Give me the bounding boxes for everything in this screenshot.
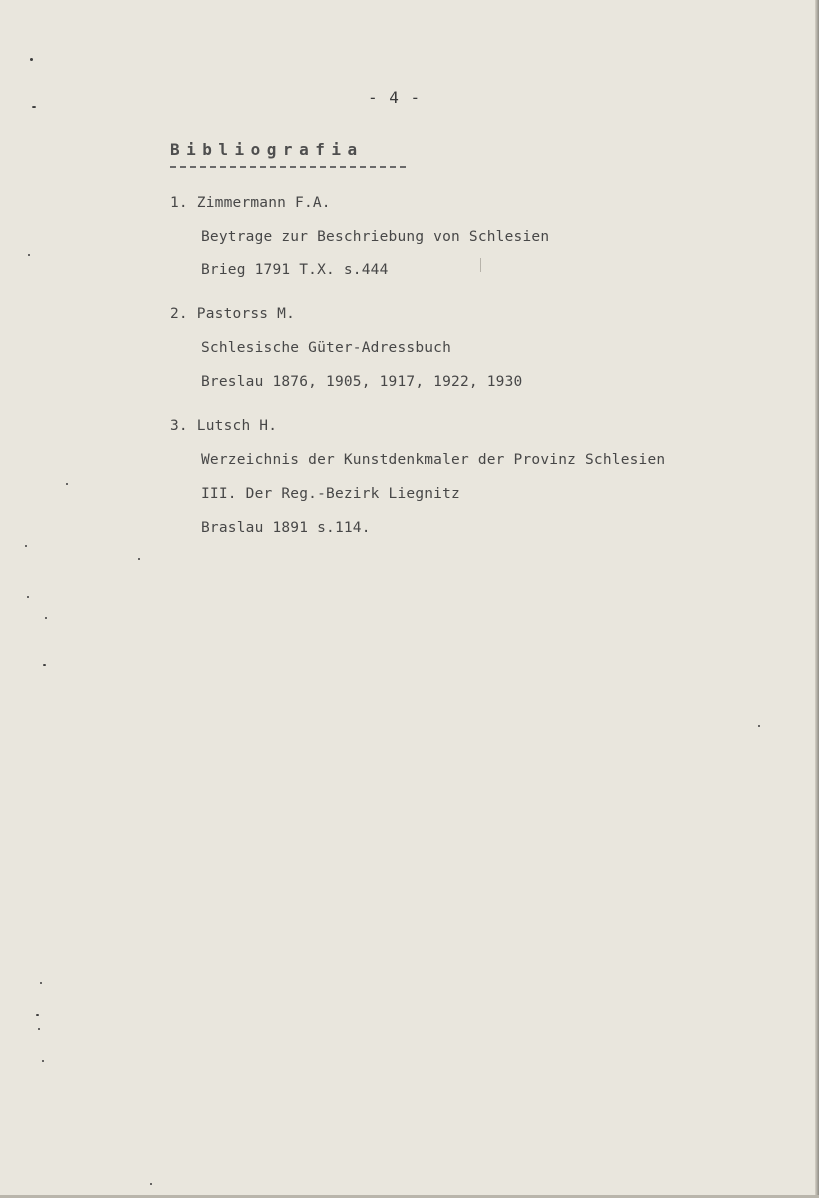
heading-underline xyxy=(170,166,406,168)
scan-speck xyxy=(32,106,36,108)
entry-author: 2. Pastorss M. xyxy=(170,306,296,322)
scan-speck xyxy=(758,725,760,727)
entry-subtitle: III. Der Reg.-Bezirk Liegnitz xyxy=(201,486,460,502)
bibliography-heading: Bibliografia xyxy=(170,140,364,159)
scan-speck xyxy=(36,1014,39,1016)
scan-speck xyxy=(28,254,30,256)
entry-author: 1. Zimmermann F.A. xyxy=(170,195,331,211)
scan-speck xyxy=(25,545,27,547)
page-edge-shadow xyxy=(815,0,819,1198)
scan-speck xyxy=(40,982,42,984)
scan-speck xyxy=(45,617,47,619)
entry-title: Beytrage zur Beschriebung von Schlesien xyxy=(201,229,550,245)
entry-author: 3. Lutsch H. xyxy=(170,418,278,434)
entry-title: Schlesische Güter-Adressbuch xyxy=(201,340,452,356)
scan-speck xyxy=(43,664,46,666)
scan-mark xyxy=(480,258,481,272)
scan-speck xyxy=(27,596,29,598)
entry-publication: Brieg 1791 T.X. s.444 xyxy=(201,262,389,278)
scan-speck xyxy=(150,1183,152,1185)
page-number: - 4 - xyxy=(368,88,422,107)
scan-speck xyxy=(38,1028,40,1030)
scan-speck xyxy=(42,1060,44,1062)
entry-title: Werzeichnis der Kunstdenkmaler der Provinz Schlesien xyxy=(201,452,666,468)
scan-speck xyxy=(30,58,33,61)
entry-publication: Breslau 1876, 1905, 1917, 1922, 1930 xyxy=(201,374,523,390)
scan-speck xyxy=(138,558,140,560)
entry-publication: Braslau 1891 s.114. xyxy=(201,520,371,536)
scan-speck xyxy=(66,483,68,485)
